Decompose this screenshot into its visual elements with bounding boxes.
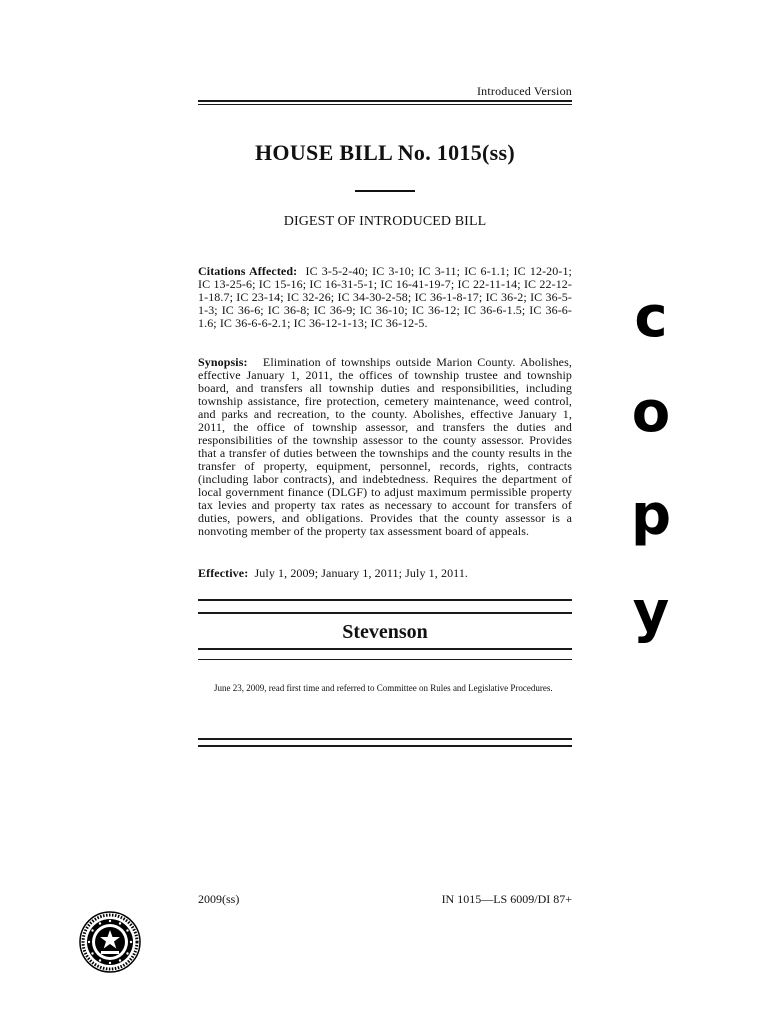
sponsor-name: Stevenson (342, 621, 428, 643)
sponsor-rule-top-2 (198, 612, 572, 614)
header-rule-thin (198, 104, 572, 105)
sponsor-rule-bottom-1 (198, 648, 572, 650)
synopsis-paragraph (198, 356, 572, 538)
citations-paragraph (198, 265, 572, 330)
state-seal-icon (79, 911, 141, 973)
synopsis-label: Synopsis: (198, 355, 248, 369)
citations-label: Citations Affected: (198, 264, 298, 278)
bill-title: HOUSE BILL No. 1015(ss) (255, 140, 515, 165)
sponsor-rule-top-1 (198, 599, 572, 601)
copy-letter-o: o (631, 380, 671, 445)
lower-rule-2 (198, 745, 572, 747)
effective-label: Effective: (198, 566, 249, 580)
citations-text: IC 3-5-2-40; IC 3-10; IC 3-11; IC 6-1.1; IC 12-20-1; IC 13-25-6; IC 15-16; IC 16-31-5-1; IC 16-41-19-7; IC 22-11-14; IC 22-12-1-18.7; IC 23-14; IC 32-26; IC 34-30-2-58; IC 36-1-8-17; IC 36-2; IC 36-5-1-3; IC 36-6; IC 36-8; IC 36-9; IC 36-10; IC 36-12; IC 36-6-1.5; IC 36-6-1.6; IC 36-6-6-2.1; IC 36-12-1-13; IC 36-12-5. (198, 264, 572, 330)
document-id: IN 1015—LS 6009/DI 87+ (441, 892, 572, 906)
copy-letter-c: c (634, 285, 668, 350)
session-label: 2009(ss) (198, 892, 240, 906)
digest-heading: DIGEST OF INTRODUCED BILL (283, 214, 487, 229)
copy-letter-y: y (632, 580, 670, 645)
version-label: Introduced Version (476, 84, 572, 98)
introduction-note: June 23, 2009, read first time and referred to Committee on Rules and Legislative Procedures. (214, 683, 553, 693)
synopsis-text: Elimination of townships outside Marion County. Abolishes, effective January 1, 2011, the offices of township trustee and township board, and transfers all township duties and responsibilities, including township assistance, fire protection, cemetery maintenance, weed control, and parks and recreation, to the county. Abolishes, effective January 1, 2011, the office of township assessor, and transfers the duties and responsibilities of the township assessor to the county assessor. Provides that a transfer of duties between the townships and the county results in the transfer of property, equipment, personnel, records, rights, contracts (including labor contracts), and indebtedness. Requires the department of local government finance (DLGF) to adjust maximum permissible property tax levies and property tax rates as necessary to account for transfers of duties, powers, and obligations. Provides that the county assessor is a nonvoting member of the property tax assessment board of appeals. (198, 355, 572, 538)
effective-paragraph (198, 567, 572, 580)
copy-letter-p: p (630, 483, 672, 548)
effective-text: July 1, 2009; January 1, 2011; July 1, 2011. (254, 566, 469, 580)
lower-rule-1 (198, 738, 572, 740)
header-rule-thick (198, 100, 572, 102)
title-divider (355, 190, 415, 192)
sponsor-rule-bottom-2 (198, 659, 572, 660)
